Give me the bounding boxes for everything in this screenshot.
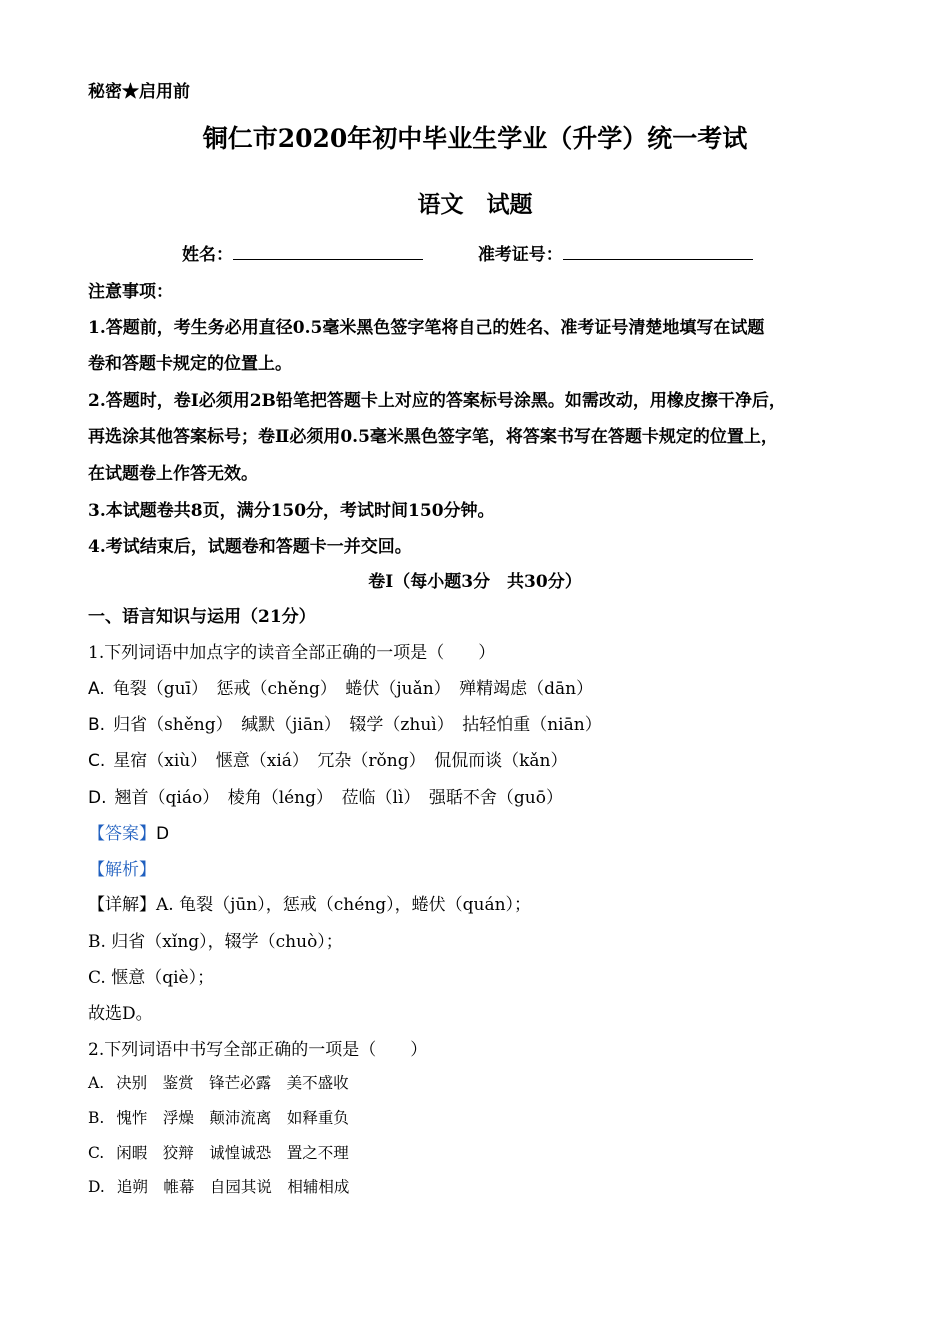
option-letter: D. xyxy=(88,1178,105,1196)
option-text: 翘首（qiáo） 棱角（léng） 莅临（lì） 强聒不舍（guō） xyxy=(114,788,563,808)
q2-option-d xyxy=(88,1175,349,1197)
note-line: 卷和答题卡规定的位置上。 xyxy=(88,354,292,374)
note-line: 在试题卷上作答无效。 xyxy=(88,464,258,484)
name-label: 姓名： xyxy=(182,245,233,265)
name-blank xyxy=(233,243,423,260)
option-letter: D. xyxy=(88,788,107,808)
note-line: 再选涂其他答案标号；卷Ⅱ必须用0.5毫米黑色签字笔，将答案书写在答题卡规定的位置上， xyxy=(88,427,778,447)
secret-mark: 秘密★启用前 xyxy=(88,82,190,102)
option-text: 愧怍 浮燥 颠沛流离 如释重负 xyxy=(116,1109,349,1127)
section-heading: 一、语言知识与运用（21分） xyxy=(88,607,316,627)
option-text: 追朔 帷幕 自园其说 相辅相成 xyxy=(116,1178,350,1196)
option-letter: B. xyxy=(88,1109,105,1127)
note-line: 4.考试结束后，试题卷和答题卡一并交回。 xyxy=(88,537,412,557)
note-line: 1.答题前，考生务必用直径0.5毫米黑色签字笔将自己的姓名、准考证号清楚地填写在试题 xyxy=(88,318,765,338)
analysis-label: 【解析】 xyxy=(88,860,156,880)
option-text: 星宿（xiù） 惬意（xiá） 冗杂（rǒng） 侃侃而谈（kǎn） xyxy=(113,751,568,771)
ticket-blank xyxy=(563,243,753,260)
q2-option-c xyxy=(88,1141,349,1163)
note-line: 2.答题时，卷Ⅰ必须用2B铅笔把答题卡上对应的答案标号涂黑。如需改动，用橡皮擦干净后， xyxy=(88,391,786,411)
q1-answer xyxy=(88,819,169,844)
option-letter: C. xyxy=(88,751,106,771)
option-letter: A. xyxy=(88,1074,105,1092)
ticket-label: 准考证号： xyxy=(477,245,563,265)
option-letter: A. xyxy=(88,679,105,699)
q1-option-c xyxy=(88,746,568,771)
question-1-stem: 1.下列词语中加点字的读音全部正确的一项是（ ） xyxy=(88,643,496,663)
analysis-line: B. 归省（xǐng），辍学（chuò）； xyxy=(88,932,343,952)
candidate-fields xyxy=(182,240,753,265)
note-line: 3.本试题卷共8页，满分150分，考试时间150分钟。 xyxy=(88,501,495,521)
question-2-stem: 2.下列词语中书写全部正确的一项是（ ） xyxy=(88,1040,428,1060)
option-text: 龟裂（guī） 惩戒（chěng） 蜷伏（juǎn） 殚精竭虑（dān） xyxy=(112,679,594,699)
q2-option-b xyxy=(88,1106,349,1128)
analysis-line: C. 惬意（qiè）； xyxy=(88,968,215,988)
part-title: 卷Ⅰ（每小题3分 共30分） xyxy=(368,572,582,592)
option-letter: B. xyxy=(88,715,106,735)
answer-label: 【答案】 xyxy=(88,824,156,844)
notes-heading: 注意事项： xyxy=(88,282,173,302)
q1-option-d xyxy=(88,783,563,808)
analysis-line: 【详解】A. 龟裂（jūn），惩戒（chéng），蜷伏（quán）； xyxy=(88,895,532,915)
option-text: 闲暇 狡辩 诚惶诚恐 置之不理 xyxy=(116,1144,349,1162)
option-text: 归省（shěng） 缄默（jiān） 辍学（zhuì） 拈轻怕重（niān） xyxy=(113,715,602,735)
analysis-conclusion: 故选D。 xyxy=(88,1004,153,1024)
option-letter: C. xyxy=(88,1144,105,1162)
q2-option-a xyxy=(88,1071,349,1093)
option-text: 决别 鉴赏 锋芒必露 美不盛收 xyxy=(116,1074,349,1092)
exam-title: 铜仁市2020年初中毕业生学业（升学）统一考试 xyxy=(202,124,748,153)
q1-option-a xyxy=(88,674,593,699)
answer-value: D xyxy=(156,824,170,844)
exam-subtitle: 语文 试题 xyxy=(417,191,533,218)
q1-option-b xyxy=(88,710,602,735)
